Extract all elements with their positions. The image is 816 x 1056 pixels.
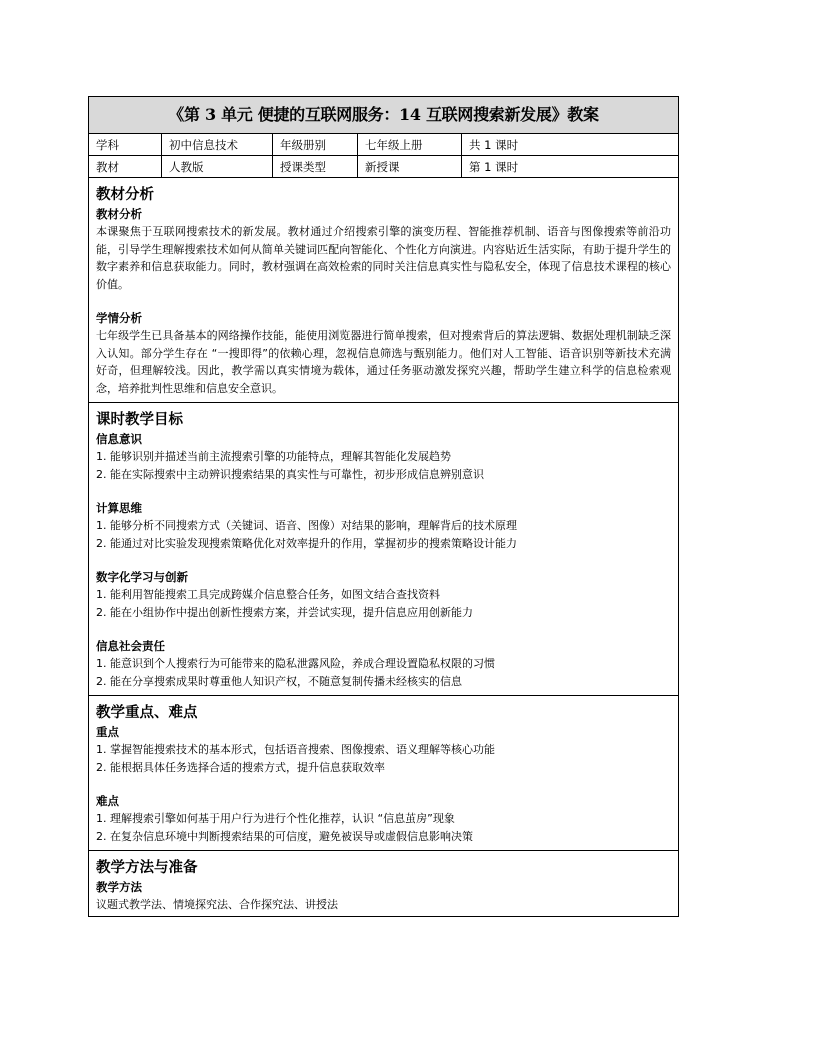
objective-group-title: 信息意识 <box>96 432 142 446</box>
objective-item: 1. 能够识别并描述当前主流搜索引擎的功能特点，理解其智能化发展趋势 <box>96 450 451 463</box>
keypoint-group-title: 难点 <box>96 794 119 808</box>
info-type-value: 新授课 <box>358 156 462 178</box>
keypoint-group-title: 重点 <box>96 725 119 739</box>
objective-item: 2. 能在小组协作中提出创新性搜索方案，并尝试实现，提升信息应用创新能力 <box>96 605 473 619</box>
info-textbook-label: 教材 <box>89 156 162 178</box>
analysis-heading: 教材分析 <box>96 186 154 203</box>
material-subheading: 教材分析 <box>96 207 142 221</box>
objectives-section <box>89 403 678 696</box>
objective-item: 1. 能够分析不同搜索方式（关键词、语音、图像）对结果的影响，理解背后的技术原理 <box>96 519 517 532</box>
info-grid <box>89 134 678 178</box>
info-total-hours: 共 1 课时 <box>462 134 678 156</box>
info-grade-label: 年级册别 <box>273 134 358 156</box>
analysis-section <box>89 178 678 403</box>
methods-subheading: 教学方法 <box>96 880 142 894</box>
objective-group-title: 信息社会责任 <box>96 639 165 653</box>
lesson-plan-table <box>88 96 679 917</box>
keypoint-item: 2. 能根据具体任务选择合适的搜索方式，提升信息获取效率 <box>96 760 385 774</box>
objective-item: 1. 能利用智能搜索工具完成跨媒介信息整合任务，如图文结合查找资料 <box>96 588 440 601</box>
objective-group-title: 计算思维 <box>96 501 142 515</box>
keypoints-heading: 教学重点、难点 <box>96 704 198 721</box>
methods-section <box>89 851 678 916</box>
info-subject-value: 初中信息技术 <box>162 134 273 156</box>
info-subject-label: 学科 <box>89 134 162 156</box>
methods-text: 议题式教学法、情境探究法、合作探究法、讲授法 <box>96 898 338 911</box>
document-title: 《第 3 单元 便捷的互联网服务：14 互联网搜索新发展》教案 <box>89 97 678 134</box>
methods-heading: 教学方法与准备 <box>96 859 198 876</box>
info-textbook-value: 人教版 <box>162 156 273 178</box>
student-subheading: 学情分析 <box>96 311 142 325</box>
objective-item: 2. 能通过对比实验发现搜索策略优化对效率提升的作用，掌握初步的搜索策略设计能力 <box>96 536 517 550</box>
info-current-hour: 第 1 课时 <box>462 156 678 178</box>
objective-group-title: 数字化学习与创新 <box>96 570 188 584</box>
keypoints-section <box>89 696 678 851</box>
student-text: 七年级学生已具备基本的网络操作技能，能使用浏览器进行简单搜索，但对搜索背后的算法逻辑、数据处理机制缺乏深入认知。部分学生存在 “一搜即得”的依赖心理，忽视信息筛选与甄别能力。他们对人工智能、语音识别等新技术充满好奇，但理解较浅。因此，教学需以真实情境为载体，通过任务驱动激发探究兴趣，帮助学生建立科学的信息检索观念，培养批判性思维和信息安全意识。 <box>96 329 671 395</box>
info-type-label: 授课类型 <box>273 156 358 178</box>
keypoint-item: 1. 掌握智能搜索技术的基本形式，包括语音搜索、图像搜索、语义理解等核心功能 <box>96 743 495 756</box>
objective-item: 2. 能在实际搜索中主动辨识搜索结果的真实性与可靠性，初步形成信息辨别意识 <box>96 467 484 481</box>
keypoint-item: 1. 理解搜索引擎如何基于用户行为进行个性化推荐，认识 “信息茧房”现象 <box>96 812 455 825</box>
objective-item: 2. 能在分享搜索成果时尊重他人知识产权，不随意复制传播未经核实的信息 <box>96 674 462 688</box>
keypoint-item: 2. 在复杂信息环境中判断搜索结果的可信度，避免被误导或虚假信息影响决策 <box>96 829 473 843</box>
objectives-heading: 课时教学目标 <box>96 411 183 428</box>
material-text: 本课聚焦于互联网搜索技术的新发展。教材通过介绍搜索引擎的演变历程、智能推荐机制、语音与图像搜索等前沿功能，引导学生理解搜索技术如何从简单关键词匹配向智能化、个性化方向演进。内容贴近生活实际，有助于提升学生的数字素养和信息获取能力。同时，教材强调在高效检索的同时关注信息真实性与隐私安全，体现了信息技术课程的核心价值。 <box>96 225 671 291</box>
info-grade-value: 七年级上册 <box>358 134 462 156</box>
objective-item: 1. 能意识到个人搜索行为可能带来的隐私泄露风险，养成合理设置隐私权限的习惯 <box>96 657 495 670</box>
